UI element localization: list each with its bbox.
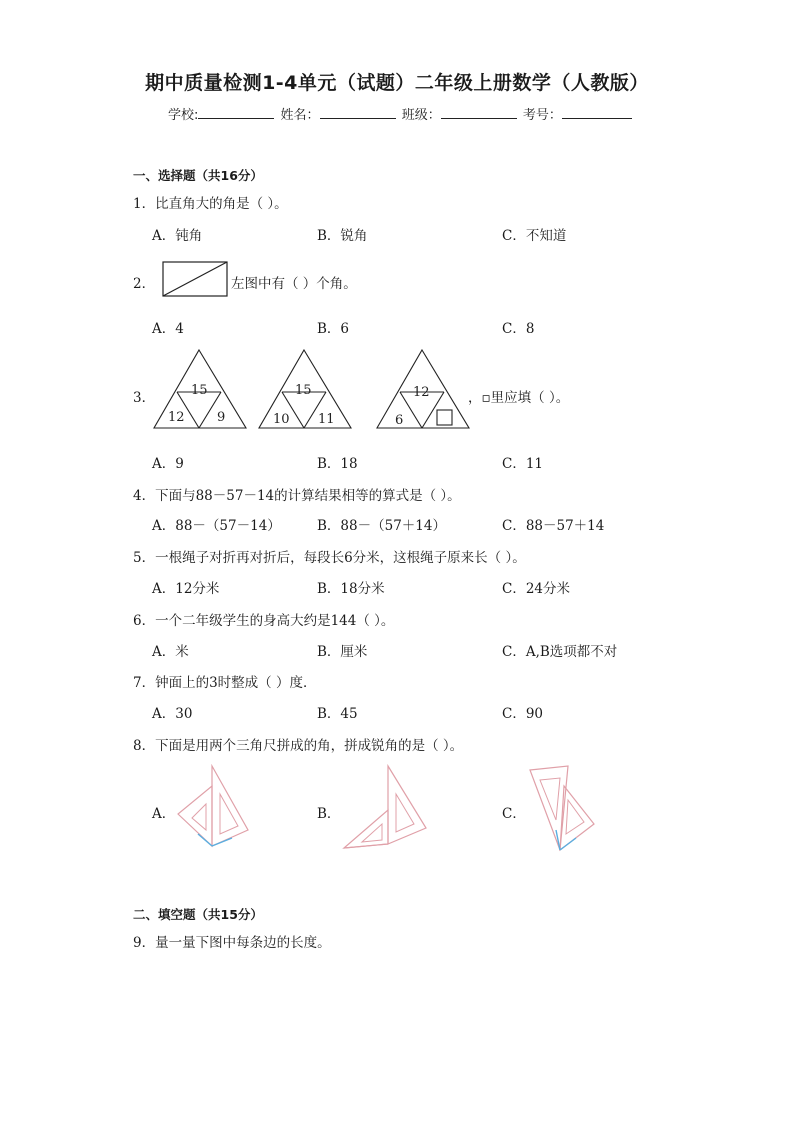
q7-option-c[interactable]: C．90 [502, 706, 544, 722]
tri3-left: 6 [395, 413, 404, 428]
tri3-top: 12 [413, 385, 430, 400]
tri1-left: 12 [168, 410, 185, 425]
q4-option-b[interactable]: B．88－（57＋14） [317, 518, 446, 534]
q4-option-a[interactable]: A．88－（57－14） [152, 518, 281, 534]
tri1-right: 9 [217, 410, 226, 425]
name-blank[interactable] [320, 106, 396, 119]
number-triangle-1 [150, 348, 250, 432]
page-title: 期中质量检测1-4单元（试题）二年级上册数学（人教版） [145, 72, 649, 94]
q8-option-a[interactable]: A． [152, 806, 176, 822]
question-4: 4．下面与88－57－14的计算结果相等的算式是（ ）。 [133, 488, 461, 504]
tri2-top: 15 [295, 383, 312, 398]
question-7: 7．钟面上的3时整成（ ）度． [133, 675, 317, 691]
q7-option-a[interactable]: A．30 [152, 706, 193, 722]
q3-option-c[interactable]: C．11 [502, 456, 544, 472]
question-6: 6．一个二年级学生的身高大约是144（ ）。 [133, 613, 395, 629]
q1-option-a[interactable]: A．钝角 [152, 228, 203, 244]
set-squares-figure-a [170, 764, 260, 854]
tri1-top: 15 [191, 383, 208, 398]
q8-option-b[interactable]: B． [317, 806, 341, 822]
question-2-number: 2． [133, 276, 156, 292]
question-2: 左图中有（ ）个角。 [231, 276, 357, 292]
section-title-fill: 二、填空题（共15分） [133, 907, 263, 922]
q1-option-c[interactable]: C．不知道 [502, 228, 567, 244]
school-label: 学校: [168, 108, 199, 123]
set-squares-figure-b [340, 764, 440, 854]
number-triangle-3 [373, 348, 473, 432]
q3-option-a[interactable]: A．9 [152, 456, 184, 472]
tri2-right: 11 [318, 412, 335, 427]
number-triangle-2 [255, 348, 355, 432]
question-3: ，▫里应填（ ）。 [468, 390, 570, 406]
name-label: 姓名： [280, 108, 320, 123]
q6-option-b[interactable]: B．厘米 [317, 644, 368, 660]
student-info-line [168, 104, 632, 123]
section-title-choice: 一、选择题（共16分） [133, 168, 263, 183]
q3-option-b[interactable]: B．18 [317, 456, 358, 472]
answer-box[interactable] [437, 410, 452, 425]
q2-option-a[interactable]: A．4 [152, 321, 184, 337]
q1-option-b[interactable]: B．锐角 [317, 228, 368, 244]
class-blank[interactable] [441, 106, 517, 119]
question-9: 9．量一量下图中每条边的长度。 [133, 935, 331, 951]
q5-option-c[interactable]: C．24分米 [502, 581, 571, 597]
q2-option-c[interactable]: C．8 [502, 321, 535, 337]
q4-option-c[interactable]: C．88－57＋14 [502, 518, 605, 534]
q6-option-c[interactable]: C．A,B选项都不对 [502, 644, 618, 660]
q5-option-b[interactable]: B．18分米 [317, 581, 385, 597]
q8-option-c[interactable]: C． [502, 806, 526, 822]
school-blank[interactable] [198, 106, 274, 119]
exam-no-blank[interactable] [562, 106, 632, 119]
q2-option-b[interactable]: B．6 [317, 321, 350, 337]
question-3-number: 3． [133, 390, 156, 406]
q6-option-a[interactable]: A．米 [152, 644, 189, 660]
question-5: 5．一根绳子对折再对折后，每段长6分米，这根绳子原来长（ ）。 [133, 550, 526, 566]
exam-no-label: 考号： [522, 108, 562, 123]
class-label: 班级： [401, 108, 441, 123]
rectangle-diagonal-figure [162, 261, 230, 299]
set-squares-figure-c [520, 760, 610, 856]
question-1: 1．比直角大的角是（ ）。 [133, 196, 288, 212]
question-8: 8．下面是用两个三角尺拼成的角，拼成锐角的是（ ）。 [133, 738, 464, 754]
q7-option-b[interactable]: B．45 [317, 706, 358, 722]
q5-option-a[interactable]: A．12分米 [152, 581, 220, 597]
tri2-left: 10 [273, 412, 290, 427]
